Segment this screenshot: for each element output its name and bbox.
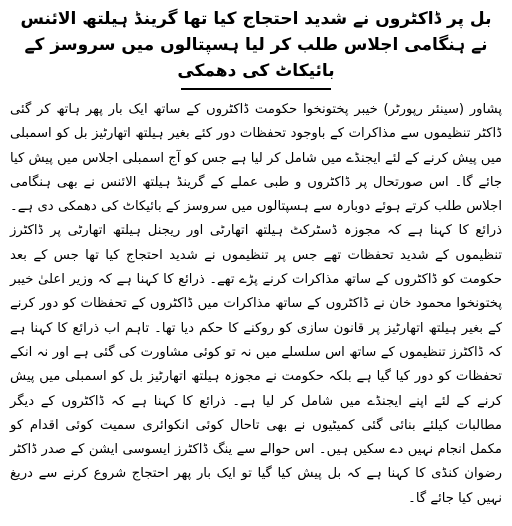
article-headline: بل پر ڈاکٹروں نے شدید احتجاج کیا تھا گرینڈ ہیلتھ الائنس نے ہنگامی اجلاس طلب کر لیا ہسپتالوں میں سروسز کے بائیکاٹ کی دھمکی (20, 9, 492, 81)
headline-divider (181, 88, 331, 90)
article-body: پشاور (سینئر رپورٹر) خیبر پختونخوا حکومت ڈاکٹروں کے ساتھ ایک بار پھر ہاتھ کر گئی ڈاکٹر تنظیموں سے مذاکرات کے باوجود تحفظات دور کئے بغیر ہیلتھ اتھارٹیز بل کو اسمبلی میں پیش کرنے کے لئے ایجنڈے میں شامل کر لیا ہے جس کو آج اسمبلی اجلاس میں پیش کیا جائے گا۔ اس صورتحال پر ڈاکٹروں و طبی عملے کے گرینڈ ہیلتھ الائنس نے بھی ہنگامی اجلاس طلب کرتے ہوئے دوبارہ سے ہسپتالوں میں سروسز کے بائیکاٹ کی دھمکی دی ہے۔ ذرائع کا کہنا ہے کہ مجوزہ ڈسٹرکٹ ہیلتھ اتھارٹی اور ریجنل ہیلتھ اتھارٹی پر ڈاکٹرز تنظیموں کے شدید تحفظات تھے جس پر تنظیموں نے شدید احتجاج کیا تھا جس کے بعد حکومت کو ڈاکٹروں کے ساتھ مذاکرات کرنے پڑے تھے۔ ذرائع کا کہنا ہے کہ وزیر اعلیٰ خیبر پختونخوا محمود خان نے ڈاکٹروں کے ساتھ مذاکرات میں ڈاکٹروں کے تحفظات کو دور کرنے کے بغیر ہیلتھ اتھارٹیز پر قانون سازی کو روکنے کا حکم دیا تھا۔ تاہم اب ذرائع کا کہنا ہے کہ ڈاکٹرز تنظیموں کے ساتھ اس سلسلے میں نہ تو کوئی مشاورت کی گئی ہے اور نہ انکے تحفظات کو دور کیا گیا ہے بلکہ حکومت نے مجوزہ ہیلتھ اتھارٹیز بل کو اسمبلی میں پیش کرنے کے لئے اپنے ایجنڈے میں شامل کر لیا ہے۔ ذرائع کا کہنا ہے کہ ڈاکٹروں کے دیگر مطالبات کیلئے بنائی گئی کمیٹیوں نے بھی تاحال کوئی انکوائری سمیت کوئی اقدام کو مکمل انجام نہیں دے سکیں ہیں۔ اس حوالے سے ینگ ڈاکٹرز ایسوسی ایشن کے صدر ڈاکٹر رضوان کنڈی کا کہنا ہے کہ بل پیش کیا گیا تو ایک بار پھر احتجاج شروع کرنے سے دریغ نہیں کیا جائے گا۔ (10, 102, 502, 506)
